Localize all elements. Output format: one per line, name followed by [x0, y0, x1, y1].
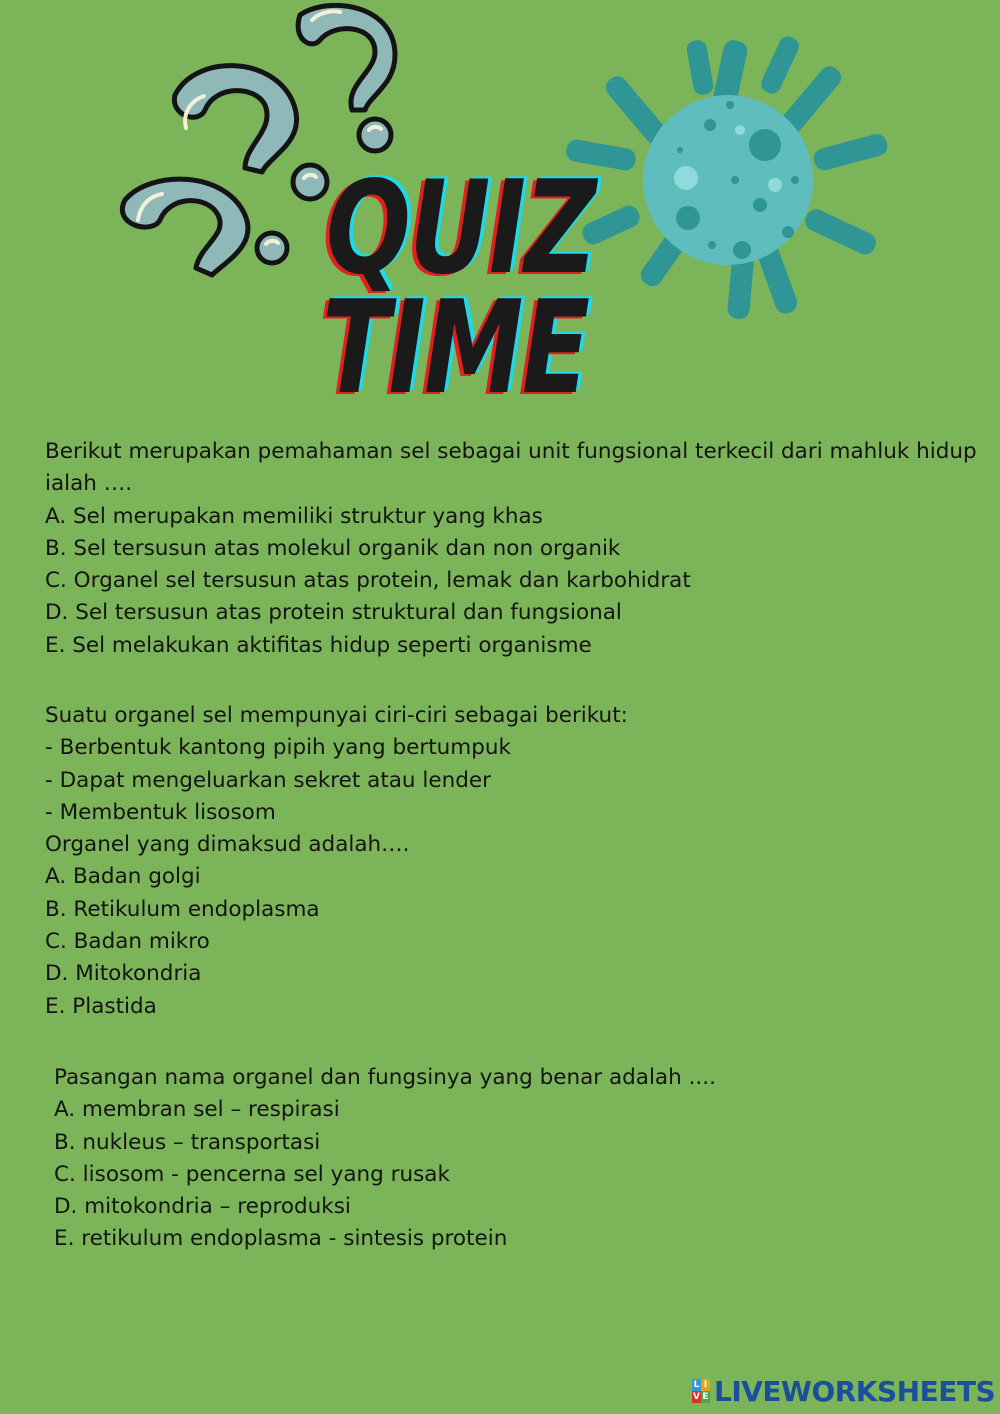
logo-letter: E — [702, 1392, 709, 1402]
brand-name: LIVEWORKSHEETS — [714, 1374, 996, 1408]
answer-option: E. Plastida — [45, 993, 157, 1019]
answer-option: E. Sel melakukan aktifitas hidup seperti organisme — [45, 632, 592, 658]
answer-option: D. Mitokondria — [45, 961, 202, 987]
question-stem: Berikut merupakan pemahaman sel sebagai unit fungsional terkecil dari mahluk hidup ialah …. — [45, 439, 977, 497]
answer-option: B. Sel tersusun atas molekul organik dan non organik — [45, 535, 621, 561]
logo-letter: V — [693, 1392, 700, 1402]
liveworksheets-logo[interactable] — [692, 1374, 995, 1408]
answer-option: D. mitokondria – reproduksi — [54, 1194, 351, 1220]
title-line-1: QUIZ — [326, 154, 596, 303]
question-prompt: Organel yang dimaksud adalah…. — [45, 832, 410, 858]
answer-option: C. Badan mikro — [45, 929, 210, 955]
title-line-2: TIME — [322, 274, 589, 423]
answer-option: B. Retikulum endoplasma — [45, 896, 320, 922]
logo-letter: L — [693, 1380, 700, 1390]
answer-option: E. retikulum endoplasma - sintesis protein — [54, 1226, 508, 1252]
answer-option: C. lisosom - pencerna sel yang rusak — [54, 1161, 450, 1187]
answer-option: A. Badan golgi — [45, 864, 201, 890]
logo-mark-icon — [692, 1379, 710, 1403]
header — [0, 0, 1000, 425]
answer-option: A. membran sel – respirasi — [54, 1097, 340, 1123]
answer-option: D. Sel tersusun atas protein struktural dan fungsional — [45, 600, 622, 626]
question-stem: Suatu organel sel mempunyai ciri-ciri sebagai berikut: — [45, 703, 628, 728]
feature-item: - Membentuk lisosom — [45, 799, 276, 825]
answer-option: B. nukleus – transportasi — [54, 1129, 321, 1155]
feature-item: - Dapat mengeluarkan sekret atau lender — [45, 767, 491, 793]
answer-option: A. Sel merupakan memiliki struktur yang khas — [45, 503, 543, 529]
logo-letter: I — [701, 1379, 710, 1391]
question-1 — [45, 436, 980, 662]
question-stem: Pasangan nama organel dan fungsinya yang benar adalah .... — [54, 1065, 716, 1090]
question-3 — [54, 1062, 716, 1256]
quiz-time-title — [318, 154, 648, 423]
answer-option: C. Organel sel tersusun atas protein, lemak dan karbohidrat — [45, 568, 691, 594]
feature-item: - Berbentuk kantong pipih yang bertumpuk — [45, 735, 511, 761]
question-2 — [45, 700, 628, 1023]
